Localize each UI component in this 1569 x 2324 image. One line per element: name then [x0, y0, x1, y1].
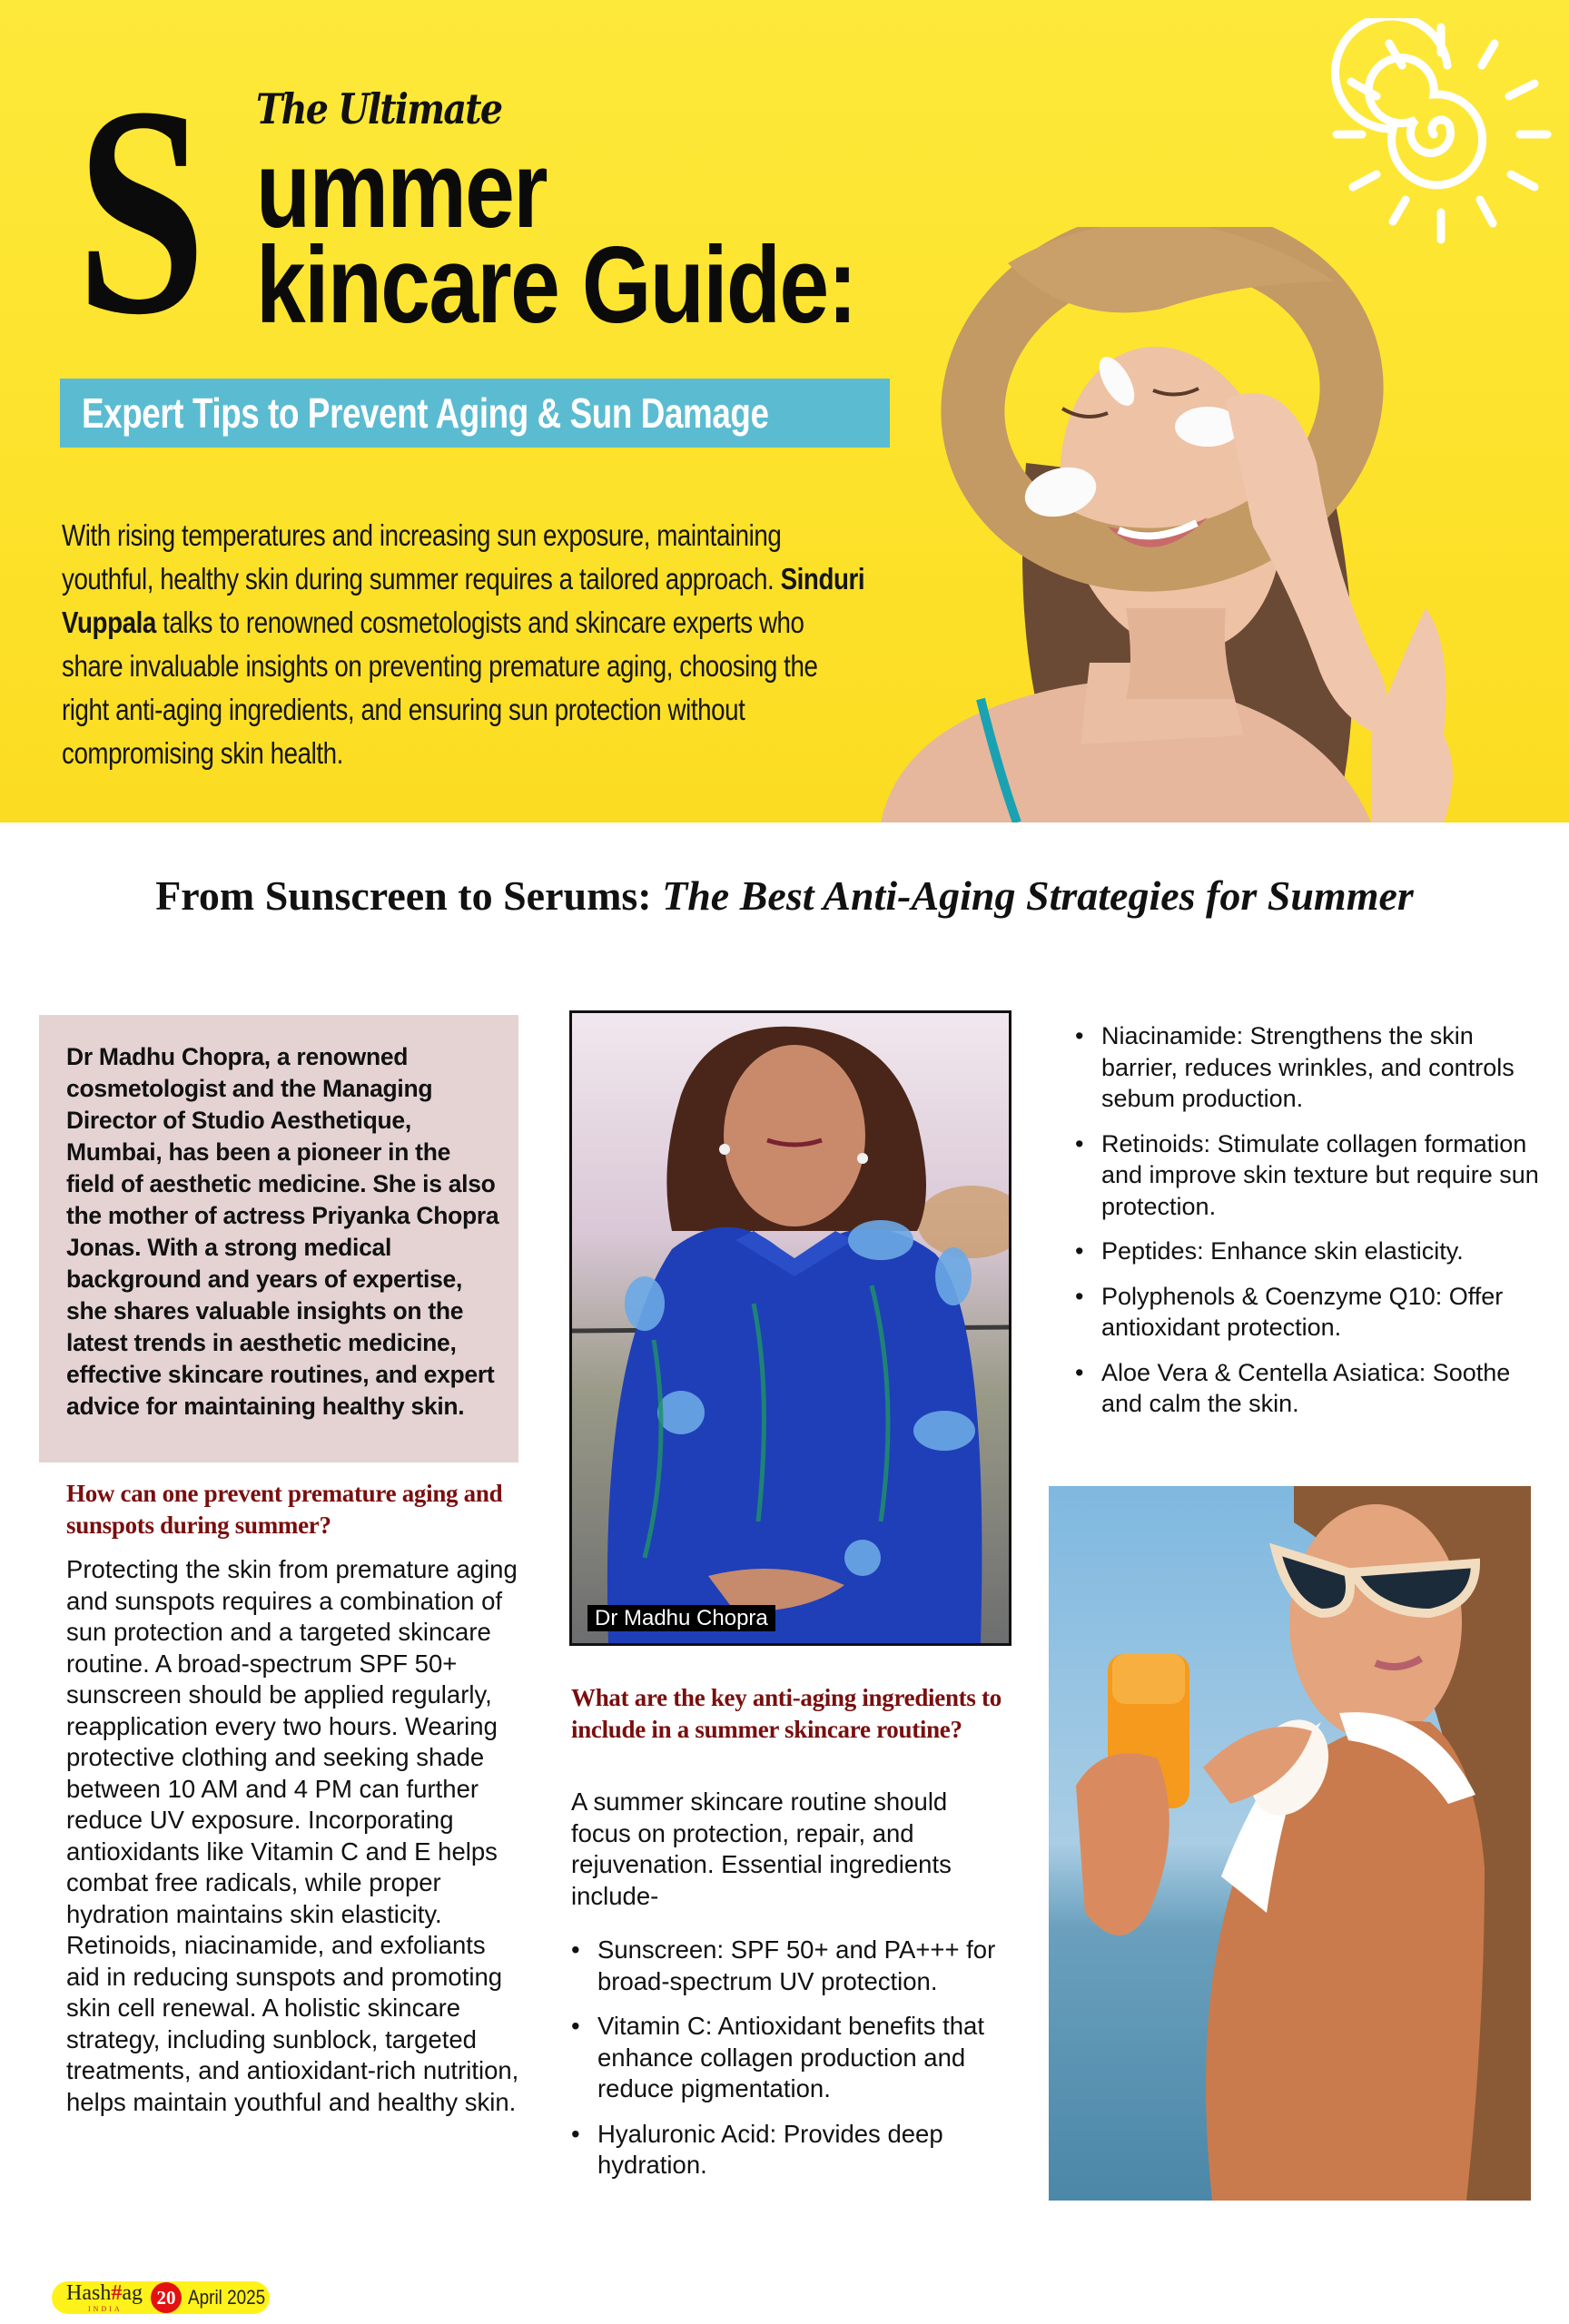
- bullet-icon: •: [1075, 1022, 1084, 1049]
- logo-hash: #: [111, 2281, 123, 2305]
- photo-caption: Dr Madhu Chopra: [587, 1605, 775, 1631]
- bullet-icon: •: [571, 1935, 580, 1964]
- list-item-text: Vitamin C: Antioxidant benefits that enhance collagen production and reduce pigmentation.: [597, 2012, 984, 2102]
- list-item-text: Hyaluronic Acid: Provides deep hydration.: [597, 2119, 943, 2179]
- list-item: [1075, 1281, 1547, 1344]
- list-item-text: Polyphenols & Coenzyme Q10: Offer antioxidant protection.: [1101, 1282, 1504, 1341]
- list-item: [1075, 1128, 1547, 1223]
- author-name: Sinduri Vuppala: [62, 562, 865, 639]
- publication-logo: [66, 2282, 143, 2304]
- list-item: [571, 1935, 1007, 1997]
- bullet-icon: •: [1075, 1129, 1084, 1157]
- footer-pill: [52, 2281, 270, 2314]
- section-title: [0, 870, 1569, 922]
- bullet-icon: •: [1075, 1358, 1084, 1386]
- answer-paragraph-1: Protecting the skin from premature aging and sunspots requires a combination of sun protection and a targeted skincare routine. A broad-spectrum SPF 50+ sunscreen should be applied regularly, reapplication every two hours. Wearing protective clothing and seeking shade between 10 AM and 4 PM can further reduce UV exposure. Incorporating antioxidants like Vitamin C and E helps combat free radicals, while proper hydration maintains skin elasticity. Retinoids, niacinamide, and exfoliants aid in reducing sunspots and promoting skin cell renewal. A holistic skincare strategy, including sunblock, targeted treatments, and antioxidant-rich nutrition, helps maintain youthful and healthy skin.: [66, 1555, 519, 2116]
- title-line-2: kincare Guide:: [256, 224, 856, 346]
- sun-icon: [1326, 18, 1562, 254]
- intro-text-start: With rising temperatures and increasing sun exposure, maintaining youthful, healthy skin during summer requires a tailored approach.: [62, 518, 782, 596]
- title-line-1: ummer: [256, 129, 547, 251]
- hero-banner: [0, 0, 1569, 822]
- section-title-plain: From Sunscreen to Serums:: [155, 872, 652, 919]
- title-drop-cap: S: [76, 109, 207, 336]
- list-item: [1075, 1236, 1547, 1267]
- portrait-image: [572, 1013, 1009, 1643]
- logo-text-b: ag: [122, 2281, 143, 2305]
- section-title-italic: The Best Anti-Aging Strategies for Summer: [662, 872, 1414, 919]
- page-number-badge: 20: [151, 2282, 182, 2313]
- issue-date: April 2025: [188, 2286, 266, 2309]
- list-item-text: Aloe Vera & Centella Asiatica: Soothe and calm the skin.: [1101, 1358, 1511, 1417]
- answer-paragraph-2: A summer skincare routine should focus on protection, repair, and rejuvenation. Essential ingredients include-: [571, 1787, 952, 1910]
- publication-logo-sub: INDIA: [88, 2305, 123, 2313]
- title-drop-cap-box: [76, 109, 249, 336]
- list-item: [1075, 1357, 1547, 1420]
- question-heading-1: How can one prevent premature aging and sunspots during summer?: [66, 1480, 503, 1539]
- intro-paragraph: [62, 514, 870, 775]
- list-item-text: Retinoids: Stimulate collagen formation and improve skin texture but require sun protection.: [1101, 1129, 1539, 1220]
- list-item: [1075, 1020, 1547, 1115]
- list-item: [571, 2011, 1007, 2105]
- bullet-icon: •: [571, 2119, 580, 2148]
- ingredients-list-right: [1075, 1020, 1547, 1433]
- intro-text-end: talks to renowned cosmetologists and skincare experts who share invaluable insights on preventing premature aging, choosing the right anti-aging ingredients, and ensuring sun protection without compromising skin health.: [62, 606, 818, 770]
- list-item-text: Peptides: Enhance skin elasticity.: [1101, 1237, 1464, 1265]
- bullet-icon: •: [1075, 1282, 1084, 1310]
- logo-text-a: Hash: [66, 2281, 112, 2305]
- bullet-icon: •: [1075, 1237, 1084, 1265]
- subtitle-text: Expert Tips to Prevent Aging & Sun Damage: [82, 389, 769, 437]
- bio-box: [39, 1015, 518, 1462]
- bullet-icon: •: [571, 2012, 580, 2040]
- portrait-photo: [569, 1010, 1011, 1646]
- ingredients-list-middle: [571, 1935, 1007, 2195]
- list-item-text: Niacinamide: Strengthens the skin barrier, reduces wrinkles, and controls sebum production.: [1101, 1022, 1515, 1112]
- woman-applying-sunscreen-photo: [863, 227, 1569, 822]
- subtitle-banner: [60, 379, 890, 448]
- woman-sunglasses-sunscreen-photo: [1049, 1486, 1531, 2201]
- title-kicker: The Ultimate: [256, 84, 502, 133]
- list-item: [571, 2119, 1007, 2181]
- question-heading-2: What are the key anti-aging ingredients to include in a summer skincare routine?: [571, 1684, 1002, 1743]
- bio-text: Dr Madhu Chopra, a renowned cosmetologist and the Managing Director of Studio Aesthetique, Mumbai, has been a pioneer in the field of aesthetic medicine. She is also the mother of actress Priyanka Chopra Jonas. With a strong medical background and years of expertise, she shares valuable insights on the latest trends in aesthetic medicine, effective skincare routines, and expert advice for maintaining healthy skin.: [66, 1043, 499, 1420]
- list-item-text: Sunscreen: SPF 50+ and PA+++ for broad-spectrum UV protection.: [597, 1935, 996, 1995]
